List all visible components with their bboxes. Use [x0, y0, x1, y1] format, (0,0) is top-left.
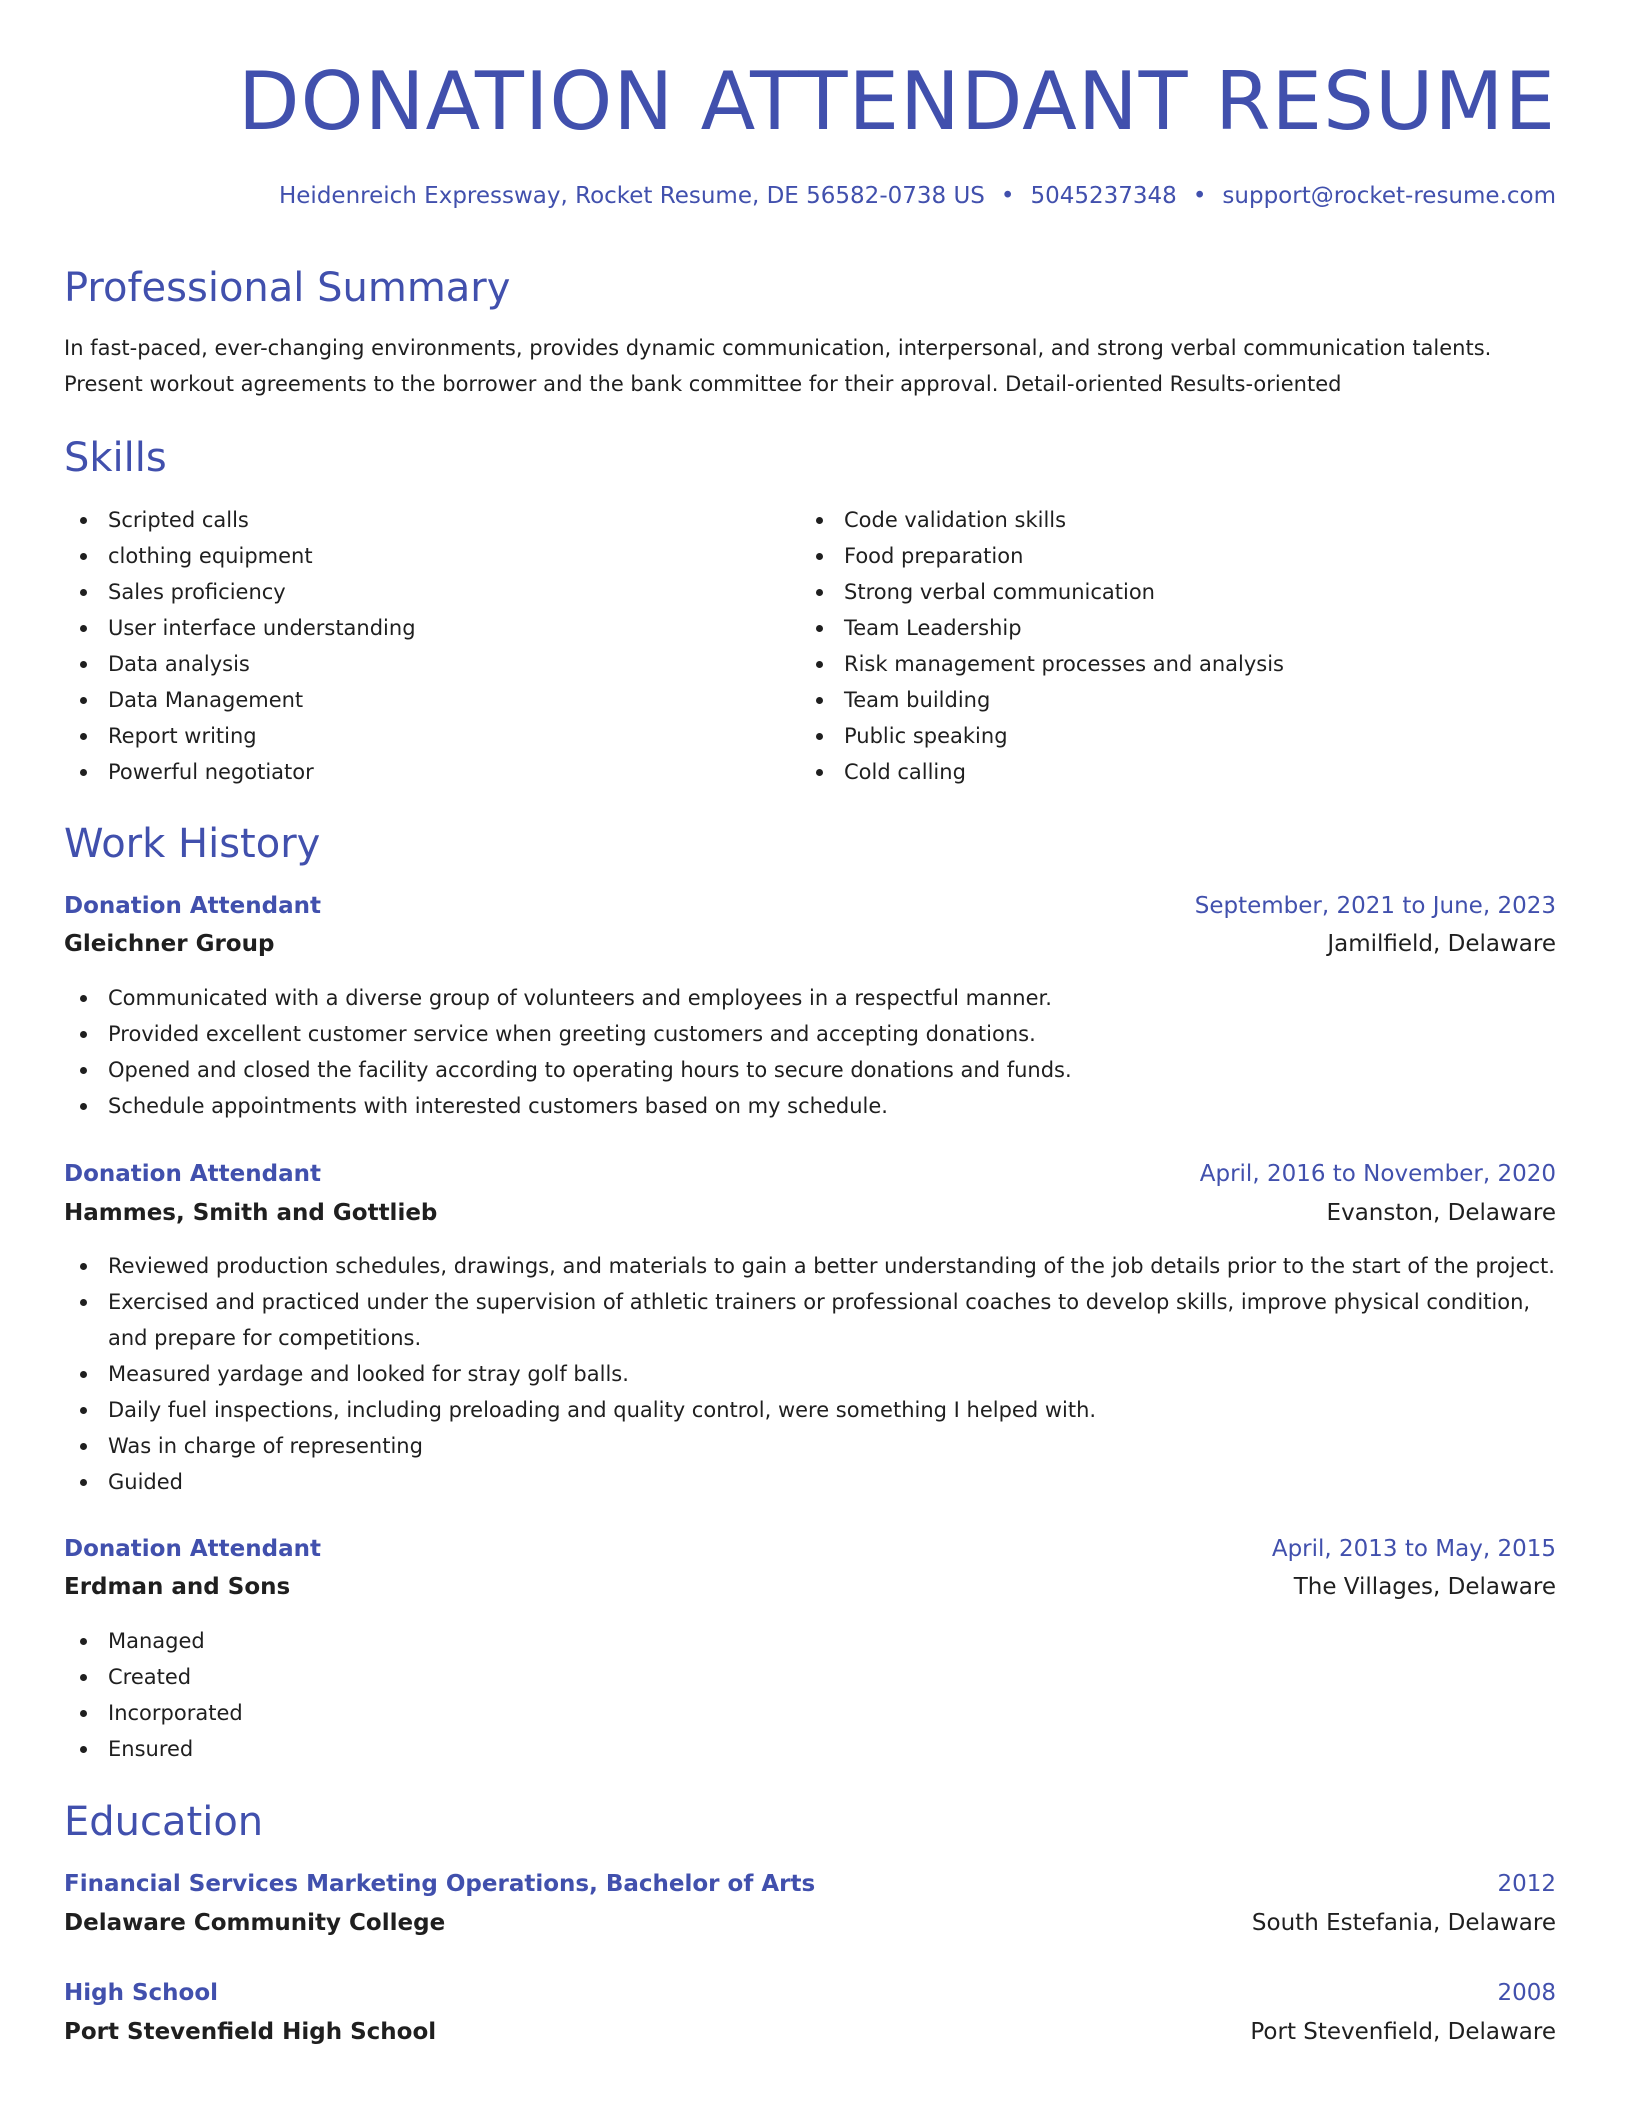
degree: Financial Services Marketing Operations, Bachelor of Arts [64, 1871, 816, 1897]
skill-item: Report writing [64, 718, 416, 754]
job-bullets [64, 980, 1556, 1124]
separator: • [1000, 183, 1015, 209]
skill-item: Data analysis [64, 646, 416, 682]
skills-heading: Skills [64, 435, 167, 481]
job-subheader [64, 925, 1556, 963]
company-name: Gleichner Group [64, 931, 275, 957]
school-name: Port Stevenfield High School [64, 2019, 437, 2045]
email-link[interactable]: support@rocket-resume.com [1222, 183, 1556, 209]
school-location: Port Stevenfield, Delaware [1250, 2019, 1556, 2045]
skill-item: Sales proficiency [64, 574, 416, 610]
education-subheader [64, 1904, 1556, 1942]
job-bullet: Reviewed production schedules, drawings, and materials to gain a better understanding of the job details prior to the start of the project. [64, 1248, 1556, 1284]
job-dates: September, 2021 to June, 2023 [1194, 893, 1556, 919]
address: Heidenreich Expressway, Rocket Resume, DE 56582-0738 US [278, 183, 985, 209]
job-bullet: Communicated with a diverse group of volunteers and employees in a respectful manner. [64, 980, 1556, 1016]
skill-item: Risk management processes and analysis [800, 646, 1284, 682]
job-bullet: Managed [64, 1623, 1556, 1659]
job-bullet: Provided excellent customer service when greeting customers and accepting donations. [64, 1016, 1556, 1052]
education-heading: Education [64, 1799, 264, 1845]
skills-list-left [64, 502, 416, 790]
degree: High School [64, 1980, 219, 2006]
skill-item: Cold calling [800, 754, 1284, 790]
job-dates: April, 2013 to May, 2015 [1271, 1536, 1556, 1562]
education-header [64, 1865, 1556, 1903]
job-bullets [64, 1248, 1556, 1500]
job-location: Jamilfield, Delaware [1327, 931, 1556, 957]
job-bullet: Measured yardage and looked for stray golf balls. [64, 1356, 1556, 1392]
education-header [64, 1974, 1556, 2012]
job-bullet: Guided [64, 1464, 1556, 1500]
job-bullet: Daily fuel inspections, including preloading and quality control, were something I helped with. [64, 1392, 1556, 1428]
skill-item: Food preparation [800, 538, 1284, 574]
phone-number: 5045237348 [1030, 183, 1177, 209]
skill-item: Team Leadership [800, 610, 1284, 646]
job-bullet: Incorporated [64, 1695, 1556, 1731]
skill-item: Public speaking [800, 718, 1284, 754]
skill-item: Data Management [64, 682, 416, 718]
skill-item: Powerful negotiator [64, 754, 416, 790]
graduation-year: 2012 [1497, 1871, 1556, 1897]
job-title: Donation Attendant [64, 1536, 321, 1562]
contact-line [279, 180, 1556, 212]
company-name: Hammes, Smith and Gottlieb [64, 1200, 438, 1226]
summary-heading: Professional Summary [64, 265, 511, 311]
job-location: The Villages, Delaware [1293, 1574, 1556, 1600]
education-subheader [64, 2013, 1556, 2051]
job-bullets [64, 1623, 1556, 1767]
skill-item: User interface understanding [64, 610, 416, 646]
job-subheader [64, 1568, 1556, 1606]
job-bullet: Schedule appointments with interested customers based on my schedule. [64, 1088, 1556, 1124]
job-subheader [64, 1194, 1556, 1232]
skill-item: Code validation skills [800, 502, 1284, 538]
skill-item: Scripted calls [64, 502, 416, 538]
job-title: Donation Attendant [64, 893, 321, 919]
resume-title: DONATION ATTENDANT RESUME [238, 55, 1556, 148]
separator: • [1192, 183, 1207, 209]
graduation-year: 2008 [1497, 1980, 1556, 2006]
job-bullet: Exercised and practiced under the supervision of athletic trainers or professional coaches to develop skills, improve physical condition, and prepare for competitions. [64, 1284, 1556, 1356]
company-name: Erdman and Sons [64, 1574, 291, 1600]
job-header [64, 1530, 1556, 1568]
school-name: Delaware Community College [64, 1910, 446, 1936]
school-location: South Estefania, Delaware [1251, 1910, 1556, 1936]
skill-item: Strong verbal communication [800, 574, 1284, 610]
job-header [64, 887, 1556, 925]
skill-item: clothing equipment [64, 538, 416, 574]
skills-list-right [800, 502, 1284, 790]
job-bullet: Ensured [64, 1731, 1556, 1767]
work-history-heading: Work History [64, 821, 321, 867]
summary-text: In fast-paced, ever-changing environments, provides dynamic communication, interpersonal, and strong verbal communication talents. Present workout agreements to the borrower and the bank committee for their approval. Detail-oriented Results-oriented [64, 336, 1492, 396]
job-header [64, 1155, 1556, 1193]
job-dates: April, 2016 to November, 2020 [1199, 1161, 1556, 1187]
job-title: Donation Attendant [64, 1161, 321, 1187]
job-location: Evanston, Delaware [1326, 1200, 1556, 1226]
skill-item: Team building [800, 682, 1284, 718]
job-bullet: Opened and closed the facility according to operating hours to secure donations and funds. [64, 1052, 1556, 1088]
job-bullet: Was in charge of representing [64, 1428, 1556, 1464]
job-bullet: Created [64, 1659, 1556, 1695]
